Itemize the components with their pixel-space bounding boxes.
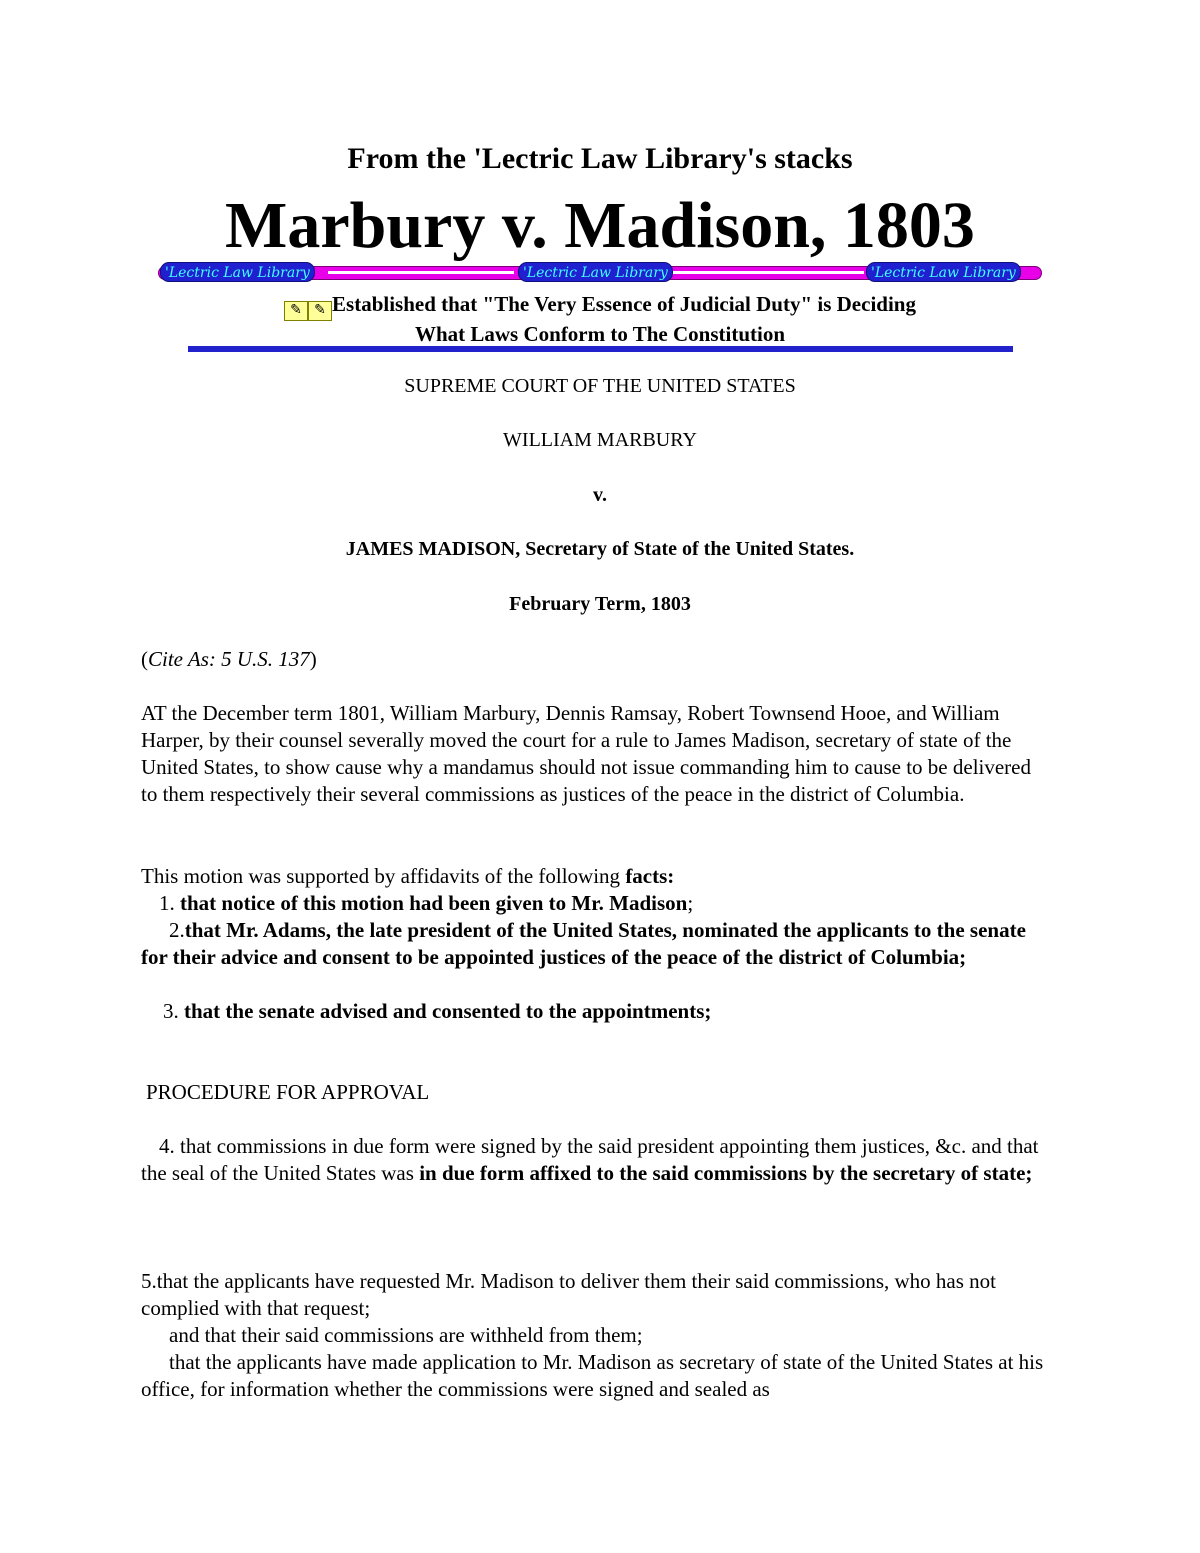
fact-text: that Mr. Adams, the late president of the United States, nominated the applicants to the senate for their advice and consent to be appointed justices of the peace of the district of Columbia; (141, 918, 1026, 969)
facts-label: facts: (625, 864, 675, 888)
banner-logo-right: 'Lectric Law Library (866, 262, 1021, 282)
fact-text: and that their said commissions are withheld from them; (169, 1323, 643, 1347)
citation-paren: ) (309, 647, 317, 671)
versus-label: v. (593, 484, 607, 506)
banner-line (672, 271, 864, 274)
defendant-name: JAMES MADISON, Secretary of State of the United States. (345, 538, 855, 560)
tagline-line1: Established that "The Very Essence of Judicial Duty" is Deciding (332, 292, 916, 316)
fact-5-cont (141, 1322, 1051, 1349)
library-subtitle: From the 'Lectric Law Library's stacks (347, 142, 853, 175)
fact-4 (141, 1133, 1051, 1187)
fact-number: 2. (169, 918, 185, 942)
citation-text: Cite As: 5 U.S. 137 (148, 647, 310, 671)
court-name: SUPREME COURT OF THE UNITED STATES (404, 375, 796, 397)
banner-line (328, 271, 514, 274)
fact-number: 3. (163, 999, 184, 1023)
divider-rule (188, 346, 1013, 352)
pencil-icon: ✎ (308, 301, 332, 321)
facts-intro (141, 863, 1051, 890)
fact-text: that notice of this motion had been given to Mr. Madison (180, 891, 688, 915)
fact-2 (141, 917, 1051, 971)
fact-text: that the applicants have made application to Mr. Madison as secretary of state of the United States at his office, for information whether the commissions were signed and sealed as (141, 1350, 1044, 1401)
citation-paren: ( (141, 647, 148, 671)
fact-1 (141, 890, 1051, 917)
fact-end: ; (687, 891, 694, 915)
tagline-line2: What Laws Conform to The Constitution (414, 322, 786, 346)
fact-5: 5.that the applicants have requested Mr. Madison to deliver them their said commissions, who has not complied with that request; (141, 1269, 997, 1320)
fact-number: 1. (159, 891, 180, 915)
banner-logo-left: 'Lectric Law Library (160, 262, 315, 282)
page-title: Marbury v. Madison, 1803 (225, 189, 975, 262)
court-term: February Term, 1803 (509, 593, 691, 615)
library-banner (158, 262, 1042, 284)
banner-logo-center: 'Lectric Law Library (518, 262, 673, 282)
tagline (0, 291, 1200, 348)
procedure-heading (141, 1079, 1051, 1106)
pencil-icon: ✎ (284, 301, 308, 321)
fact-3 (141, 998, 1051, 1025)
fact-text: 4. that commissions in due form were signed by the said president appointing them justices, &c. and that the seal of the United States was (141, 1134, 1039, 1185)
procedure-text: PROCEDURE FOR APPROVAL (146, 1080, 430, 1104)
intro-paragraph: AT the December term 1801, William Marbury, Dennis Ramsay, Robert Townsend Hooe, and William Harper, by their counsel severally moved the court for a rule to James Madison, secretary of state of the United States, to show cause why a mandamus should not issue commanding him to cause to be delivered to them respectively their several commissions as justices of the peace in the district of Columbia. (141, 701, 1031, 806)
facts-intro-text: This motion was supported by affidavits of the following (141, 864, 626, 888)
citation (141, 646, 1051, 673)
fact-text: that the senate advised and consented to the appointments; (184, 999, 712, 1023)
plaintiff-name: WILLIAM MARBURY (503, 429, 697, 451)
fact-5-cont2 (141, 1349, 1051, 1403)
fact-text-bold: in due form affixed to the said commissions by the secretary of state; (419, 1161, 1033, 1185)
